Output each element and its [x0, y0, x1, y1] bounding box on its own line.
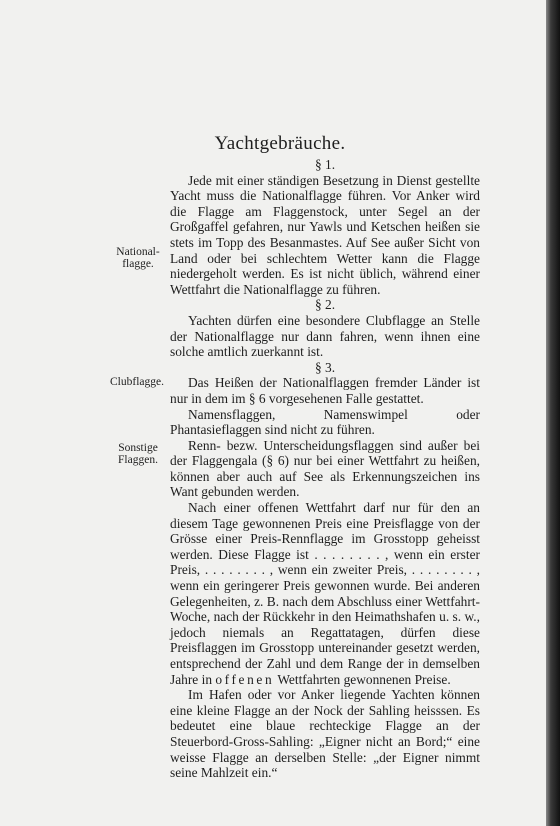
book-gutter-shadow — [546, 0, 560, 826]
margin-note-nationalflagge: National-flagge. — [116, 246, 160, 270]
paragraph-namensflaggen: Namensflaggen, Namenswimpel oder Phantasieflaggen sind nicht zu führen. — [170, 406, 480, 438]
preisflaggen-text-1: Nach einer offenen Wettfahrt darf nur für den an diesem Tage gewonnenen Preis eine Preisflagge von der Grösse einer Preis-Rennflagge im Grosstopp geheisst werden. Diese Flagge ist . . . . . . . . , wenn ein erster Preis, . . . . . . . . , wenn ein zweiter Preis, . . . . . . . . , wenn ein geringerer Preis gewonnen wurde. Bei anderen Gelegenheiten, z. B. nach dem Abschluss einer Wettfahrt-Woche, nach der Rückkehr in den Heimathshafen u. s. w., jedoch niemals an Regattatagen, dürfen diese Preisflaggen im Grosstopp untereinander gesetzt werden, entsprechend der Zahl und dem Range der in demselben Jahre in — [170, 500, 480, 687]
paragraph-fremde-flaggen: Das Heißen der Nationalflaggen fremder Länder ist nur in dem im § 6 vorgesehenen Falle gestattet. — [170, 375, 480, 406]
paragraph-sahling-flaggen: Im Hafen oder vor Anker liegende Yachten können eine kleine Flagge an der Nock der Sahling heisssen. Es bedeutet eine blaue rechteckige Flagge an der Steuerbord-Gross-Sahling: „Eigner nicht an Bord;“ eine weisse Flagge an derselben Stelle: „der Eigner nimmt seine Mahlzeit ein.“ — [170, 687, 480, 781]
paragraph-nationalflagge: Jede mit einer ständigen Besetzung in Dienst gestellte Yacht muss die Nationalflagge führen. Vor Anker wird die Flagge am Flaggenstock, unter Segel an der Großgaffel gefahren, nur Yawls und Ketschen heißen sie stets im Topp des Besanmastes. Auf See außer Sicht von Land oder bei schlechtem Wetter kann die Flagge niedergeholt werden. Es ist nicht üblich, während einer Wettfahrt die Nationalflagge zu führen. — [170, 172, 480, 297]
paragraph-preisflaggen — [170, 500, 480, 687]
preisflaggen-spaced-word: offenen — [215, 671, 275, 687]
margin-note-clubflagge: Clubflagge. — [110, 376, 164, 388]
section-heading-1: § 1. — [314, 157, 336, 172]
paragraph-rennflaggen: Renn- bezw. Unterscheidungsflaggen sind außer bei der Flaggengala (§ 6) nur bei einer Wettfahrt zu heißen, können aber auch auf See als Erkennungszeichen ins Want gebunden werden. — [170, 437, 480, 500]
section-heading-3: § 3. — [314, 359, 336, 375]
paragraph-clubflagge: Yachten dürfen eine besondere Clubflagge an Stelle der Nationalflagge nur dann fahren, wenn ihnen eine solche amtlich zuerkannt ist. — [170, 312, 480, 360]
page-title: Yachtgebräuche. — [214, 133, 346, 154]
section-heading-2: § 2. — [314, 297, 336, 313]
preisflaggen-text-2: Wettfahrten gewonnenen Preise. — [277, 671, 451, 687]
margin-note-sonstige-flaggen: Sonstige Flaggen. — [118, 442, 158, 466]
text-body — [170, 157, 480, 781]
